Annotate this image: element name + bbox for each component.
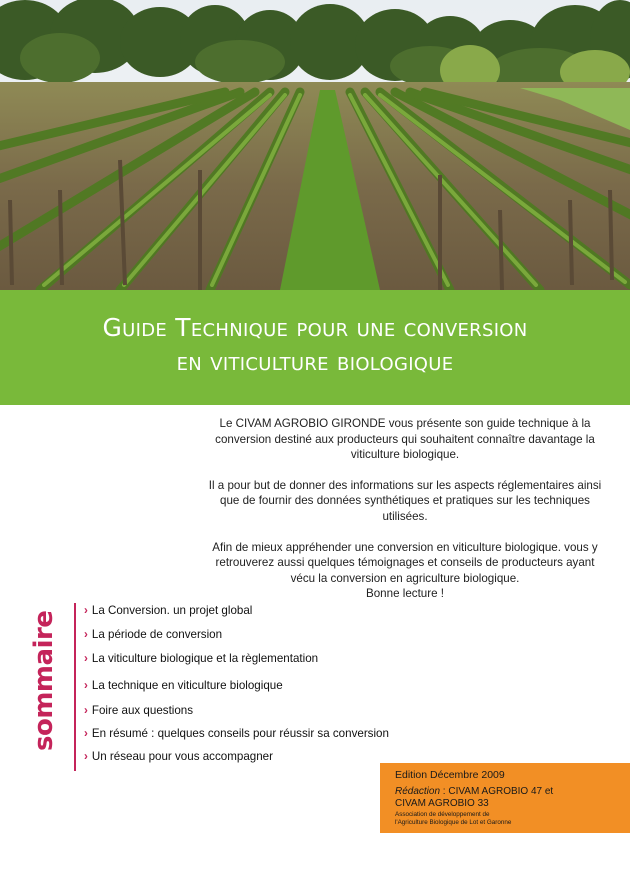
toc-item[interactable] [84, 628, 222, 641]
toc-item-label: La technique en viticulture biologique [91, 679, 283, 692]
chevron-right-icon: › [84, 652, 88, 665]
association-note [395, 811, 511, 827]
toc-item[interactable] [84, 679, 283, 692]
toc-item-label: Un réseau pour vous accompagner [91, 750, 273, 763]
toc-item-label: Foire aux questions [91, 704, 194, 717]
page-title-line-1: Guide Technique pour une conversion [102, 313, 528, 342]
toc-item-label: La viticulture biologique et la règlementation [91, 652, 319, 665]
page-title-line-2: en viticulture biologique [176, 347, 454, 376]
sommaire-heading: sommaire [29, 610, 59, 751]
chevron-right-icon: › [84, 604, 88, 617]
toc-item[interactable] [84, 750, 273, 763]
chevron-right-icon: › [84, 704, 88, 717]
toc-item-label: La Conversion. un projet global [91, 604, 253, 617]
intro-closing: Bonne lecture ! [366, 587, 444, 601]
association-line-2: l'Agriculture Biologique de Lot et Garonne [395, 819, 512, 826]
redaction-label: Rédaction [395, 786, 441, 797]
intro-text [205, 416, 605, 602]
chevron-right-icon: › [84, 750, 88, 763]
intro-paragraph-1: Le CIVAM AGROBIO GIRONDE vous présente son guide technique à la conversion destiné aux producteurs qui souhaitent connaître davantage la viticulture biologique. [215, 417, 595, 462]
redaction-line-1: : CIVAM AGROBIO 47 et [440, 786, 554, 797]
chevron-right-icon: › [84, 727, 88, 740]
chevron-right-icon: › [84, 628, 88, 641]
chevron-right-icon: › [84, 679, 88, 692]
toc-item-label: La période de conversion [91, 628, 223, 641]
association-line-1: Association de développement de [395, 811, 490, 818]
redaction-line-2: CIVAM AGROBIO 33 [395, 797, 489, 809]
toc-item[interactable] [84, 652, 318, 665]
toc-item-label: En résumé : quelques conseils pour réussir sa conversion [91, 727, 389, 740]
toc-item[interactable] [84, 727, 389, 740]
intro-paragraph-3: Afin de mieux appréhender une conversion en viticulture biologique. vous y retrouverez aussi quelques témoignages et conseils de producteurs ayant vécu la conversion en agriculture biologique. [212, 540, 598, 585]
intro-paragraph-2: Il a pour but de donner des informations sur les aspects réglementaires ainsi que de fournir des données synthétiques et pratiques sur les techniques utilisées. [208, 478, 602, 523]
toc-item[interactable] [84, 704, 193, 717]
toc-item[interactable] [84, 604, 252, 617]
vineyard-photo [0, 0, 630, 290]
redaction-credits [395, 786, 553, 809]
sommaire-divider [74, 603, 76, 771]
edition-date: Edition Décembre 2009 [395, 769, 505, 781]
edition-box [380, 763, 630, 833]
